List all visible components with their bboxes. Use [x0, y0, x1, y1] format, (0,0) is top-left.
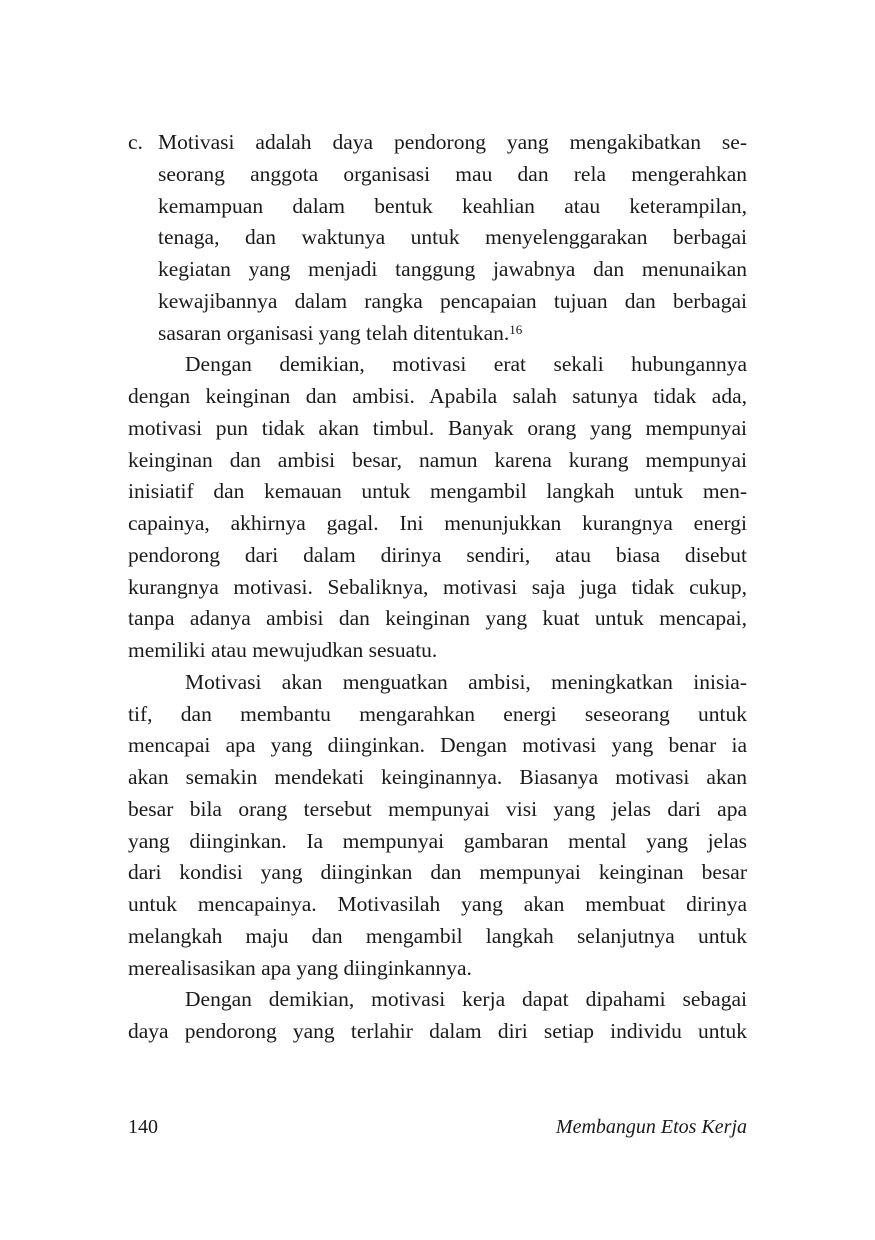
- list-marker: c.: [128, 130, 143, 154]
- list-item-c: [128, 127, 747, 349]
- text-line: memiliki atau mewujudkan sesuatu.: [128, 638, 438, 662]
- page-number: 140: [128, 1116, 158, 1138]
- text-line: daya pendorong yang terlahir dalam diri setiap individu untuk: [128, 1019, 747, 1043]
- paragraph: [128, 667, 747, 985]
- page-footer: [128, 1116, 747, 1139]
- text-block: [128, 127, 747, 1048]
- text-line: kewajibannya dalam rangka pencapaian tujuan dan berbagai: [158, 288, 747, 313]
- text-line: melangkah maju dan mengambil langkah selanjutnya untuk: [128, 923, 747, 948]
- text-line: capainya, akhirnya gagal. Ini menunjukkan kurangnya energi: [128, 511, 747, 535]
- text-line: motivasi pun tidak akan timbul. Banyak orang yang mempunyai: [128, 415, 747, 440]
- paragraph: [128, 349, 747, 667]
- text-line: kegiatan yang menjadi tanggung jawabnya dan menunaikan: [158, 257, 747, 281]
- text-line: seorang anggota organisasi mau dan rela mengerahkan: [158, 161, 747, 186]
- text-line: pendorong dari dalam dirinya sendiri, atau biasa disebut: [128, 542, 747, 567]
- text-line: kemampuan dalam bentuk keahlian atau keterampilan,: [158, 193, 747, 218]
- text-line: Motivasi akan menguatkan ambisi, meningkatkan inisia-: [185, 669, 747, 694]
- text-line: inisiatif dan kemauan untuk mengambil langkah untuk men-: [128, 479, 747, 504]
- running-title: Membangun Etos Kerja: [555, 1116, 747, 1138]
- text-line: tif, dan membantu mengarahkan energi seseorang untuk: [128, 701, 747, 726]
- footnote-ref: 16: [509, 321, 523, 337]
- text-line: mencapai apa yang diinginkan. Dengan motivasi yang benar ia: [128, 733, 747, 758]
- text-line: kurangnya motivasi. Sebaliknya, motivasi saja juga tidak cukup,: [128, 574, 747, 599]
- text-line: tanpa adanya ambisi dan keinginan yang kuat untuk mencapai,: [128, 606, 747, 631]
- text-line: untuk mencapainya. Motivasilah yang akan membuat dirinya: [128, 892, 747, 916]
- paragraph: [128, 984, 747, 1048]
- text-line: merealisasikan apa yang diinginkannya.: [128, 955, 472, 980]
- text-line: tenaga, dan waktunya untuk menyelenggarakan berbagai: [158, 225, 747, 250]
- text-line: Dengan demikian, motivasi kerja dapat dipahami sebagai: [185, 987, 747, 1012]
- text-line: besar bila orang tersebut mempunyai visi yang jelas dari apa: [128, 796, 747, 821]
- text-line: dengan keinginan dan ambisi. Apabila salah satunya tidak ada,: [128, 384, 747, 408]
- text-line: keinginan dan ambisi besar, namun karena kurang mempunyai: [128, 447, 747, 472]
- text-line: sasaran organisasi yang telah ditentukan.$^{16}$: [158, 320, 523, 345]
- text-line: dari kondisi yang diinginkan dan mempunyai keinginan besar: [128, 860, 747, 885]
- text-line: Motivasi adalah daya pendorong yang mengakibatkan se-: [158, 130, 747, 154]
- text-line: akan semakin mendekati keinginannya. Biasanya motivasi akan: [128, 765, 747, 789]
- text-line: yang diinginkan. Ia mempunyai gambaran mental yang jelas: [128, 828, 747, 853]
- text-line: Dengan demikian, motivasi erat sekali hubungannya: [185, 352, 747, 377]
